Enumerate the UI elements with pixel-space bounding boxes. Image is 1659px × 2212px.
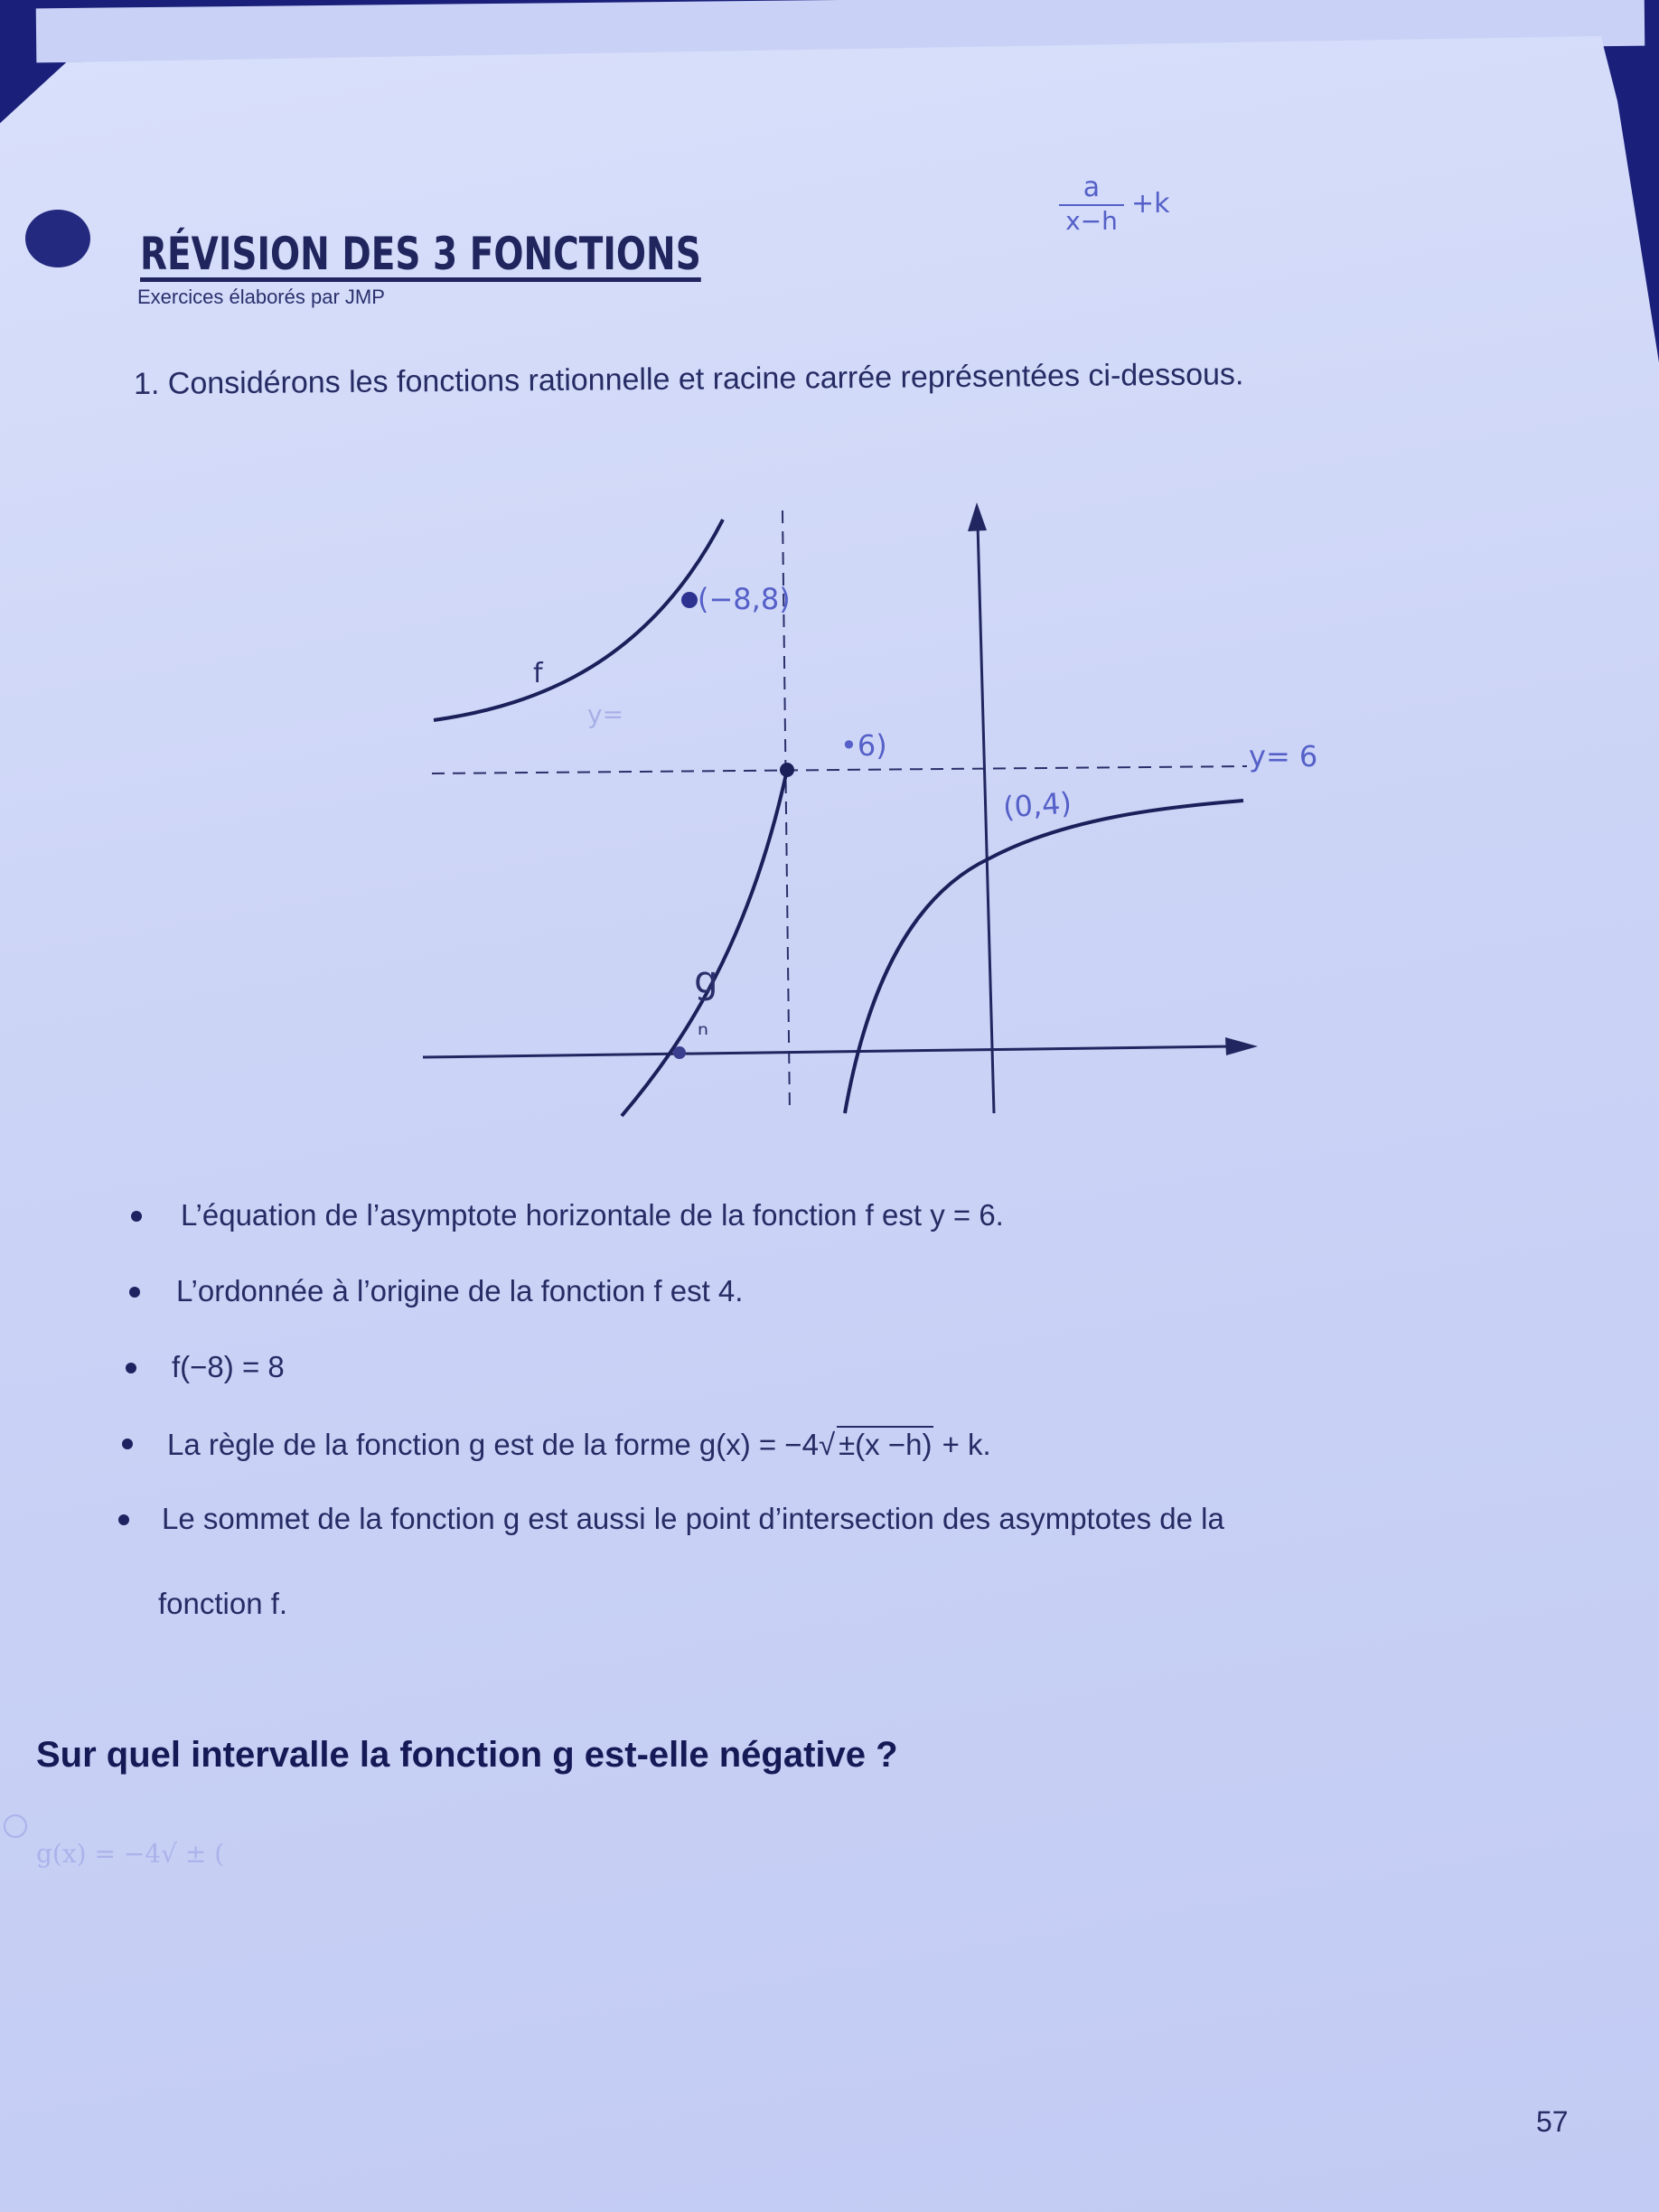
asymptote-horizontal xyxy=(432,766,1247,773)
curve-f-right xyxy=(845,801,1243,1113)
x-axis xyxy=(423,1046,1233,1057)
main-question: Sur quel intervalle la fonction g est-elle négative ? xyxy=(36,1735,898,1775)
y-axis xyxy=(978,524,994,1113)
bullet-text: f(−8) = 8 xyxy=(172,1350,285,1383)
page-subtitle: Exercices élaborés par JMP xyxy=(137,286,385,308)
label-small: ⁿ xyxy=(698,1019,708,1051)
sqrt-content: ±(x −h) xyxy=(839,1428,933,1461)
bullet-text: L’équation de l’asymptote horizontale de la fonction f est y = 6. xyxy=(181,1198,1004,1232)
curve-f-left xyxy=(434,520,723,720)
question-1-text: 1. Considérons les fonctions rationnelle et racine carrée représentées ci-dessous. xyxy=(133,357,1244,401)
formula-denominator: x−h xyxy=(1065,206,1118,236)
label-g: g xyxy=(694,958,718,1002)
faint-mark: y= xyxy=(587,699,624,729)
formula-suffix: +k xyxy=(1131,188,1170,220)
faint-circle-mark xyxy=(4,1814,27,1838)
bullet-dot xyxy=(126,1363,136,1373)
label-point-left: •6) xyxy=(840,728,887,763)
point-minus8-8 xyxy=(681,592,698,608)
bullet-dot xyxy=(129,1287,140,1298)
bullet-text: L’ordonnée à l’origine de la fonction f est 4. xyxy=(176,1274,744,1308)
faint-handwriting: g(x) = −4√ ± ( xyxy=(36,1839,225,1869)
label-point-f: (−8,8) xyxy=(698,582,791,616)
label-f: f xyxy=(533,658,543,689)
x-axis-arrow xyxy=(1225,1037,1258,1055)
bullet-dot xyxy=(122,1439,133,1449)
bullet-text: fonction f. xyxy=(158,1587,288,1620)
bullet-dot xyxy=(131,1211,142,1222)
formula-numerator: a xyxy=(1083,172,1101,203)
vertex-point xyxy=(780,763,794,777)
point-g-xintercept xyxy=(673,1046,686,1059)
label-point-yint: (0,4) xyxy=(1001,785,1073,825)
page-number: 57 xyxy=(1536,2105,1569,2138)
label-asymptote: y= 6 xyxy=(1249,739,1318,773)
rule-suffix: + k. xyxy=(933,1428,991,1461)
curve-g xyxy=(622,770,787,1116)
rule-prefix: La règle de la fonction g est de la forme g(x) = −4 xyxy=(167,1428,819,1461)
bullet-text-rule xyxy=(167,1426,991,1462)
bullet-dot xyxy=(118,1514,129,1525)
page-title: RÉVISION DES 3 FONCTIONS xyxy=(140,228,701,280)
sqrt-sign: √ xyxy=(818,1428,836,1461)
bullet-text: Le sommet de la fonction g est aussi le point d’intersection des asymptotes de la xyxy=(162,1502,1224,1535)
y-axis-arrow xyxy=(968,502,987,531)
